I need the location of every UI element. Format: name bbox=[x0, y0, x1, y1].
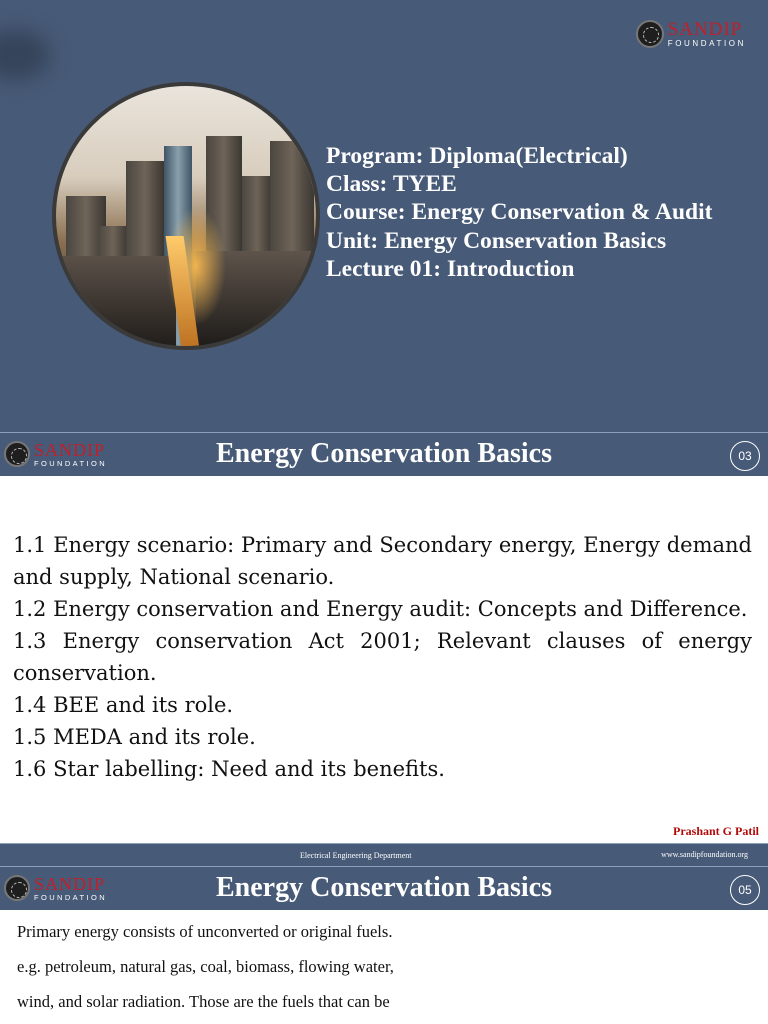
primary-energy-slide bbox=[0, 910, 768, 1024]
logo-tagline: FOUNDATION bbox=[667, 39, 746, 48]
course-line: Course: Energy Conservation & Audit bbox=[326, 199, 713, 226]
title-slide bbox=[0, 0, 768, 432]
body-line: e.g. petroleum, natural gas, coal, biomass, flowing water, bbox=[17, 957, 394, 976]
slide-title: Energy Conservation Basics bbox=[216, 872, 552, 903]
department-label: Electrical Engineering Department bbox=[300, 851, 412, 860]
slide-footer bbox=[0, 843, 768, 866]
list-item: 1.6 Star labelling: Need and its benefits. bbox=[13, 757, 445, 781]
list-item: 1.1 Energy scenario: Primary and Secondary energy, Energy demand and supply, National scenario. bbox=[13, 533, 752, 589]
logo-name: SANDIP bbox=[667, 19, 743, 40]
lecture-line: Lecture 01: Introduction bbox=[326, 255, 575, 282]
logo-tagline: FOUNDATION bbox=[34, 893, 108, 902]
city-skyline-image bbox=[52, 82, 320, 350]
list-item: 1.5 MEDA and its role. bbox=[13, 725, 256, 749]
sandip-foundation-logo bbox=[636, 20, 746, 48]
seal-icon bbox=[636, 20, 664, 48]
list-item: 1.2 Energy conservation and Energy audit: Concepts and Difference. bbox=[13, 597, 748, 621]
list-item: 1.4 BEE and its role. bbox=[13, 693, 234, 717]
topics-slide bbox=[0, 476, 768, 838]
body-line: Primary energy consists of unconverted or original fuels. bbox=[17, 922, 393, 941]
logo-name: SANDIP bbox=[34, 440, 106, 460]
logo-tagline: FOUNDATION bbox=[34, 459, 108, 468]
slide-title: Energy Conservation Basics bbox=[216, 438, 552, 469]
course-info bbox=[326, 142, 712, 283]
slide-title-bar bbox=[0, 432, 768, 476]
slide-body-text bbox=[17, 914, 467, 1019]
slide-number: 05 bbox=[730, 875, 760, 905]
author-name: Prashant G Patil bbox=[673, 824, 759, 838]
list-item: 1.3 Energy conservation Act 2001; Relevant clauses of energy conservation. bbox=[13, 629, 752, 685]
topics-list bbox=[13, 529, 752, 785]
website-link[interactable]: www.sandipfoundation.org bbox=[661, 850, 748, 859]
body-line: wind, and solar radiation. Those are the fuels that can be bbox=[17, 992, 390, 1011]
program-line: Program: Diploma(Electrical) bbox=[326, 143, 628, 169]
unit-line: Unit: Energy Conservation Basics bbox=[326, 227, 667, 254]
logo-name: SANDIP bbox=[34, 874, 106, 894]
slide-title-bar bbox=[0, 866, 768, 910]
class-line: Class: TYEE bbox=[326, 171, 457, 198]
decorative-shadow bbox=[0, 30, 50, 80]
slide-number: 03 bbox=[730, 441, 760, 471]
